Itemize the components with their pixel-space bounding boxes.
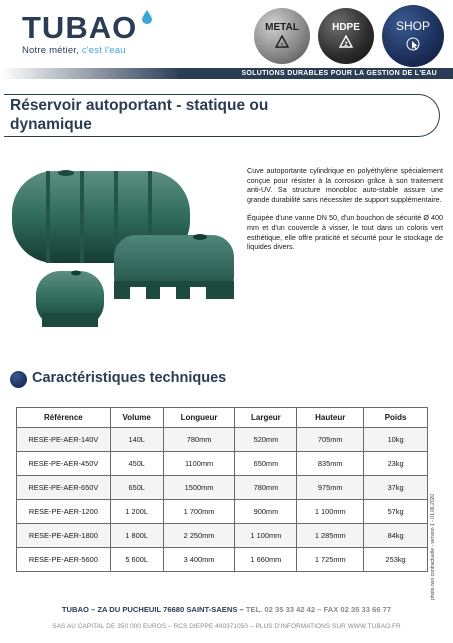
hdpe-badge <box>318 8 374 64</box>
cell-largeur: 780mm <box>235 476 297 500</box>
column-header-largeur: Largeur <box>235 408 297 428</box>
cell-volume: 5 600L <box>110 548 163 572</box>
cell-reference: RESE-PE-AER-650V <box>17 476 111 500</box>
specs-table <box>16 407 428 572</box>
cell-volume: 650L <box>110 476 163 500</box>
metal-badge-label: METAL <box>265 21 299 33</box>
table-row <box>17 524 428 548</box>
cell-poids: 23kg <box>364 452 428 476</box>
hdpe-badge-label: HDPE <box>332 21 360 33</box>
metal-badge <box>254 8 310 64</box>
cell-reference: RESE-PE-AER-140V <box>17 428 111 452</box>
shop-button-label: SHOP <box>395 19 430 33</box>
table-row <box>17 548 428 572</box>
logo-tagline <box>22 45 137 56</box>
cell-longueur: 780mm <box>163 428 235 452</box>
logo-wordmark: TUBAO <box>22 10 138 45</box>
cell-poids: 57kg <box>364 500 428 524</box>
column-header-hauteur: Hauteur <box>297 408 364 428</box>
header-banner <box>0 68 453 79</box>
recycle-2-icon <box>337 35 355 51</box>
cell-hauteur: 835mm <box>297 452 364 476</box>
svg-text:2: 2 <box>344 41 348 48</box>
product-photo <box>10 163 238 333</box>
table-row <box>17 428 428 452</box>
cell-longueur: 1 700mm <box>163 500 235 524</box>
cell-hauteur: 1 100mm <box>297 500 364 524</box>
footer-legal: SAS AU CAPITAL DE 350 000 EUROS – RCS DIEPPE 400371050 – PLUS D'INFORMATIONS SUR WWW.TUBAO.FR <box>52 623 401 630</box>
cell-longueur: 3 400mm <box>163 548 235 572</box>
cell-hauteur: 1 285mm <box>297 524 364 548</box>
column-header-longueur: Longueur <box>163 408 235 428</box>
cell-volume: 1 800L <box>110 524 163 548</box>
footer-contact: TEL. 02 35 33 42 42 – FAX 02 35 33 66 77 <box>245 605 392 614</box>
photo-disclaimer: photo non contractuelle - version 1 - 01.06.2020 <box>430 493 436 600</box>
page-title: Réservoir autoportant - statique ou dynamique <box>10 97 269 133</box>
cell-poids: 253kg <box>364 548 428 572</box>
footer-company: TUBAO – ZA DU PUCHEUIL 76680 SAINT-SAENS – <box>61 605 244 614</box>
cell-poids: 10kg <box>364 428 428 452</box>
table-row <box>17 500 428 524</box>
cell-longueur: 1500mm <box>163 476 235 500</box>
banner-text: SOLUTIONS DURABLES POUR LA GESTION DE L'EAU <box>241 70 437 77</box>
cell-reference: RESE-PE-AER-1200 <box>17 500 111 524</box>
cell-largeur: 650mm <box>235 452 297 476</box>
cursor-click-icon <box>404 35 422 53</box>
cell-hauteur: 1 725mm <box>297 548 364 572</box>
cell-largeur: 1 660mm <box>235 548 297 572</box>
shop-button[interactable] <box>382 5 444 67</box>
cell-largeur: 1 100mm <box>235 524 297 548</box>
cell-volume: 450L <box>110 452 163 476</box>
recycle-icon <box>273 35 291 51</box>
table-row <box>17 476 428 500</box>
cell-largeur: 900mm <box>235 500 297 524</box>
specs-heading: Caractéristiques techniques <box>32 370 227 386</box>
tubao-logo[interactable] <box>22 12 137 56</box>
column-header-volume: Volume <box>110 408 163 428</box>
cell-volume: 1 200L <box>110 500 163 524</box>
cell-hauteur: 705mm <box>297 428 364 452</box>
tagline-accent: c'est l'eau <box>81 45 126 56</box>
cell-volume: 140L <box>110 428 163 452</box>
table-header-row <box>17 408 428 428</box>
cell-reference: RESE-PE-AER-5600 <box>17 548 111 572</box>
description-paragraph: Équipée d'une vanne DN 50, d'un bouchon de sécurité Ø 400 mm et d'un couvercle à visser, le tout dans un coloris vert esthétique, elle offre praticité et sécurité pour le stockage de liquides divers. <box>247 213 443 252</box>
cell-poids: 37kg <box>364 476 428 500</box>
cell-reference: RESE-PE-AER-450V <box>17 452 111 476</box>
footer-address <box>0 605 453 614</box>
cell-longueur: 1100mm <box>163 452 235 476</box>
cell-largeur: 520mm <box>235 428 297 452</box>
table-row <box>17 452 428 476</box>
product-description <box>247 166 443 252</box>
shop-bullet-icon <box>10 371 27 388</box>
cell-hauteur: 975mm <box>297 476 364 500</box>
column-header-reference: Référence <box>17 408 111 428</box>
cell-longueur: 2 250mm <box>163 524 235 548</box>
tagline-prefix: Notre métier, <box>22 45 79 56</box>
column-header-poids: Poids <box>364 408 428 428</box>
cell-reference: RESE-PE-AER-1800 <box>17 524 111 548</box>
cell-poids: 84kg <box>364 524 428 548</box>
description-paragraph: Cuve autoportante cylindrique en polyéthylène spécialement conçue pour résister à la corrosion grâce à son traitement anti-UV. Sa structure monobloc auto-stable assure une grande durabilité sans nécessiter de support supplémentaire. <box>247 166 443 204</box>
water-drop-icon <box>142 10 152 24</box>
